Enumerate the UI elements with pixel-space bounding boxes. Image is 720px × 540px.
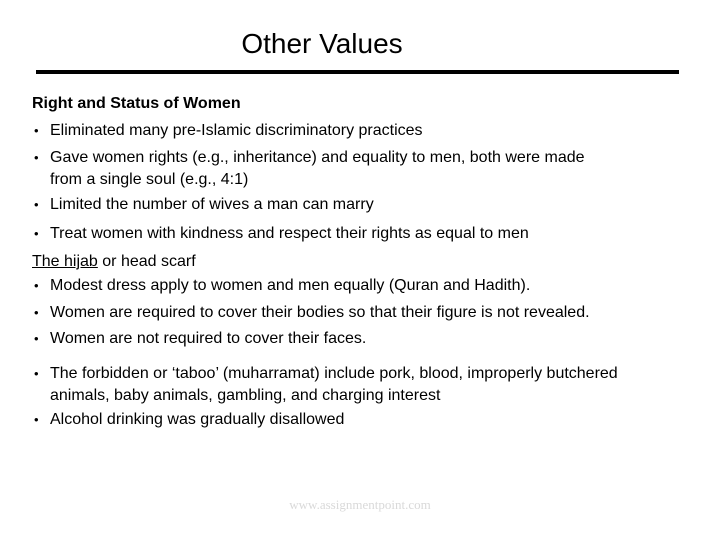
list-item-continuation: animals, baby animals, gambling, and charging interest bbox=[50, 387, 441, 404]
hijab-heading-rest: or head scarf bbox=[97, 253, 196, 270]
hijab-underlined-text: The hijab bbox=[32, 253, 98, 270]
footer-watermark-url: www.assignmentpoint.com bbox=[289, 497, 431, 512]
list-item-continuation: from a single soul (e.g., 4:1) bbox=[50, 171, 249, 188]
list-item: Women are required to cover their bodies so that their figure is not revealed. bbox=[50, 304, 590, 321]
list-item: Alcohol drinking was gradually disallowed bbox=[50, 411, 345, 428]
bullet-icon: • bbox=[34, 278, 39, 293]
bullet-icon: • bbox=[34, 305, 39, 320]
section-heading-hijab bbox=[32, 252, 196, 271]
list-item: Women are not required to cover their faces. bbox=[50, 330, 367, 347]
list-item: Eliminated many pre-Islamic discriminatory practices bbox=[50, 122, 423, 139]
bullet-icon: • bbox=[34, 123, 39, 138]
bullet-icon: • bbox=[34, 366, 39, 381]
list-item: Limited the number of wives a man can marry bbox=[50, 196, 374, 213]
bullet-icon: • bbox=[34, 226, 39, 241]
slide-title: Other Values bbox=[241, 28, 403, 59]
list-item: The forbidden or ‘taboo’ (muharramat) include pork, blood, improperly butchered bbox=[50, 365, 618, 382]
list-item: Modest dress apply to women and men equally (Quran and Hadith). bbox=[50, 277, 531, 294]
list-item: Treat women with kindness and respect their rights as equal to men bbox=[50, 225, 529, 242]
list-item: Gave women rights (e.g., inheritance) and equality to men, both were made bbox=[50, 149, 585, 166]
bullet-icon: • bbox=[34, 331, 39, 346]
bullet-icon: • bbox=[34, 412, 39, 427]
title-underline-rule bbox=[36, 70, 679, 74]
bullet-icon: • bbox=[34, 197, 39, 212]
section-heading-women: Right and Status of Women bbox=[32, 95, 241, 112]
bullet-icon: • bbox=[34, 150, 39, 165]
